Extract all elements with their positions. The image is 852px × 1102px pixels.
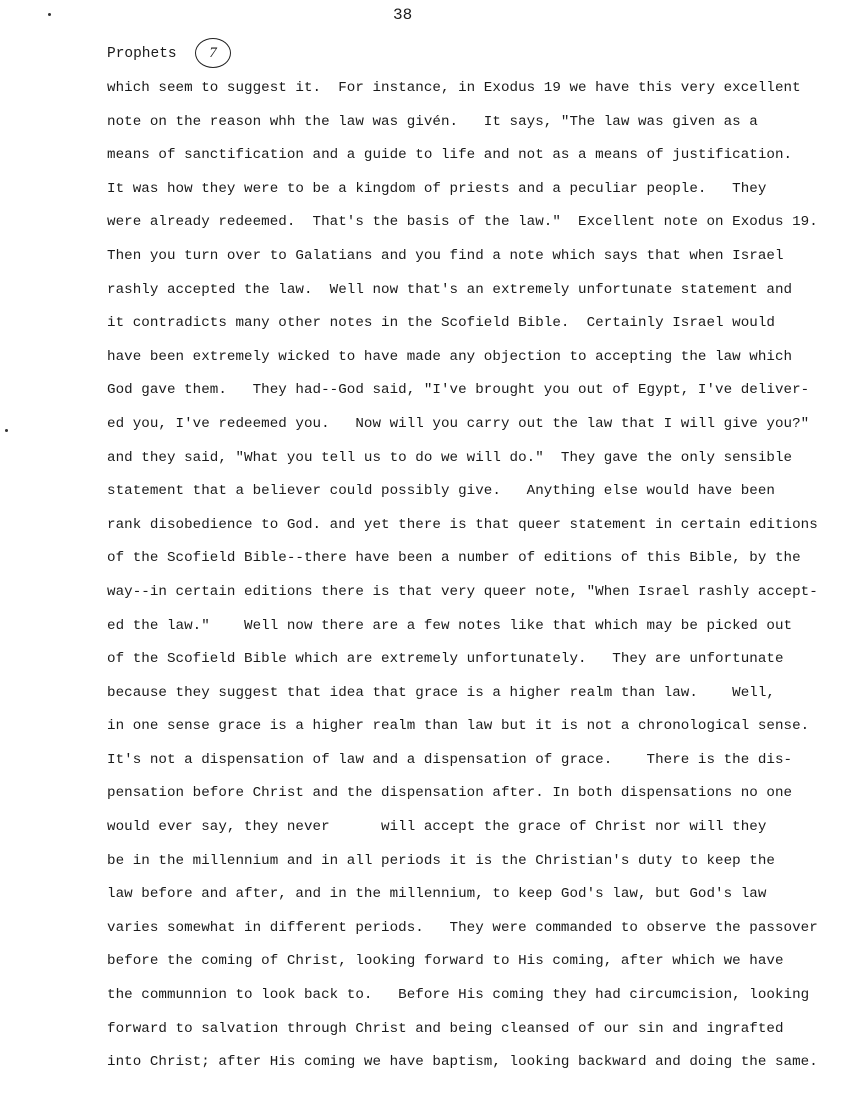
text-line: statement that a believer could possibly give. Anything else would have been [107,483,775,500]
text-line: pensation before Christ and the dispensation after. In both dispensations no one [107,785,793,802]
text-line: It's not a dispensation of law and a dispensation of grace. There is the dis- [107,751,793,768]
text-line: before the coming of Christ, looking forward to His coming, after which we have [107,953,784,970]
text-line: it contradicts many other notes in the Scofield Bible. Certainly Israel would [107,315,775,332]
text-line: Then you turn over to Galatians and you find a note which says that when Israel [107,247,784,264]
section-header: Prophets [107,46,177,62]
text-line: means of sanctification and a guide to life and not as a means of justification. [107,147,793,164]
text-line: rashly accepted the law. Well now that's an extremely unfortunate statement and [107,281,793,298]
text-line: forward to salvation through Christ and being cleansed of our sin and ingrafted [107,1020,784,1037]
text-line: be in the millennium and in all periods it is the Christian's duty to keep the [107,852,775,869]
text-line: It was how they were to be a kingdom of priests and a peculiar people. They [107,180,767,197]
page-number: 38 [393,6,413,24]
text-line: because they suggest that idea that grace is a higher realm than law. Well, [107,684,775,701]
stray-mark [5,429,8,432]
text-line: of the Scofield Bible which are extremely unfortunately. They are unfortunate [107,651,784,668]
text-line: into Christ; after His coming we have baptism, looking backward and doing the same. [107,1054,818,1071]
text-line: and they said, "What you tell us to do we will do." They gave the only sensible [107,449,793,466]
text-line: in one sense grace is a higher realm than law but it is not a chronological sense. [107,718,810,735]
text-line: way--in certain editions there is that very queer note, "When Israel rashly accept- [107,583,818,600]
document-body [107,77,827,1085]
text-line: which seem to suggest it. For instance, in Exodus 19 we have this very excellent [107,80,801,96]
text-line: would ever say, they never will accept the grace of Christ nor will they [107,819,767,836]
text-line: ed the law." Well now there are a few notes like that which may be picked out [107,617,793,634]
circled-section-number: 7 [195,38,231,68]
text-line: ed you, I've redeemed you. Now will you carry out the law that I will give you?" [107,415,810,432]
text-line: of the Scofield Bible--there have been a number of editions of this Bible, by the [107,550,801,567]
text-line: law before and after, and in the millennium, to keep God's law, but God's law [107,886,767,903]
text-line: note on the reason whh the law was givén. It says, "The law was given as a [107,113,758,130]
text-line: were already redeemed. That's the basis of the law." Excellent note on Exodus 19. [107,214,818,231]
text-line: varies somewhat in different periods. They were commanded to observe the passover [107,919,818,936]
text-line: rank disobedience to God. and yet there is that queer statement in certain editions [107,516,818,533]
text-line: the communnion to look back to. Before His coming they had circumcision, looking [107,987,810,1004]
stray-mark [48,13,51,16]
text-line: God gave them. They had--God said, "I've brought you out of Egypt, I've deliver- [107,382,810,399]
text-line: have been extremely wicked to have made any objection to accepting the law which [107,348,793,365]
